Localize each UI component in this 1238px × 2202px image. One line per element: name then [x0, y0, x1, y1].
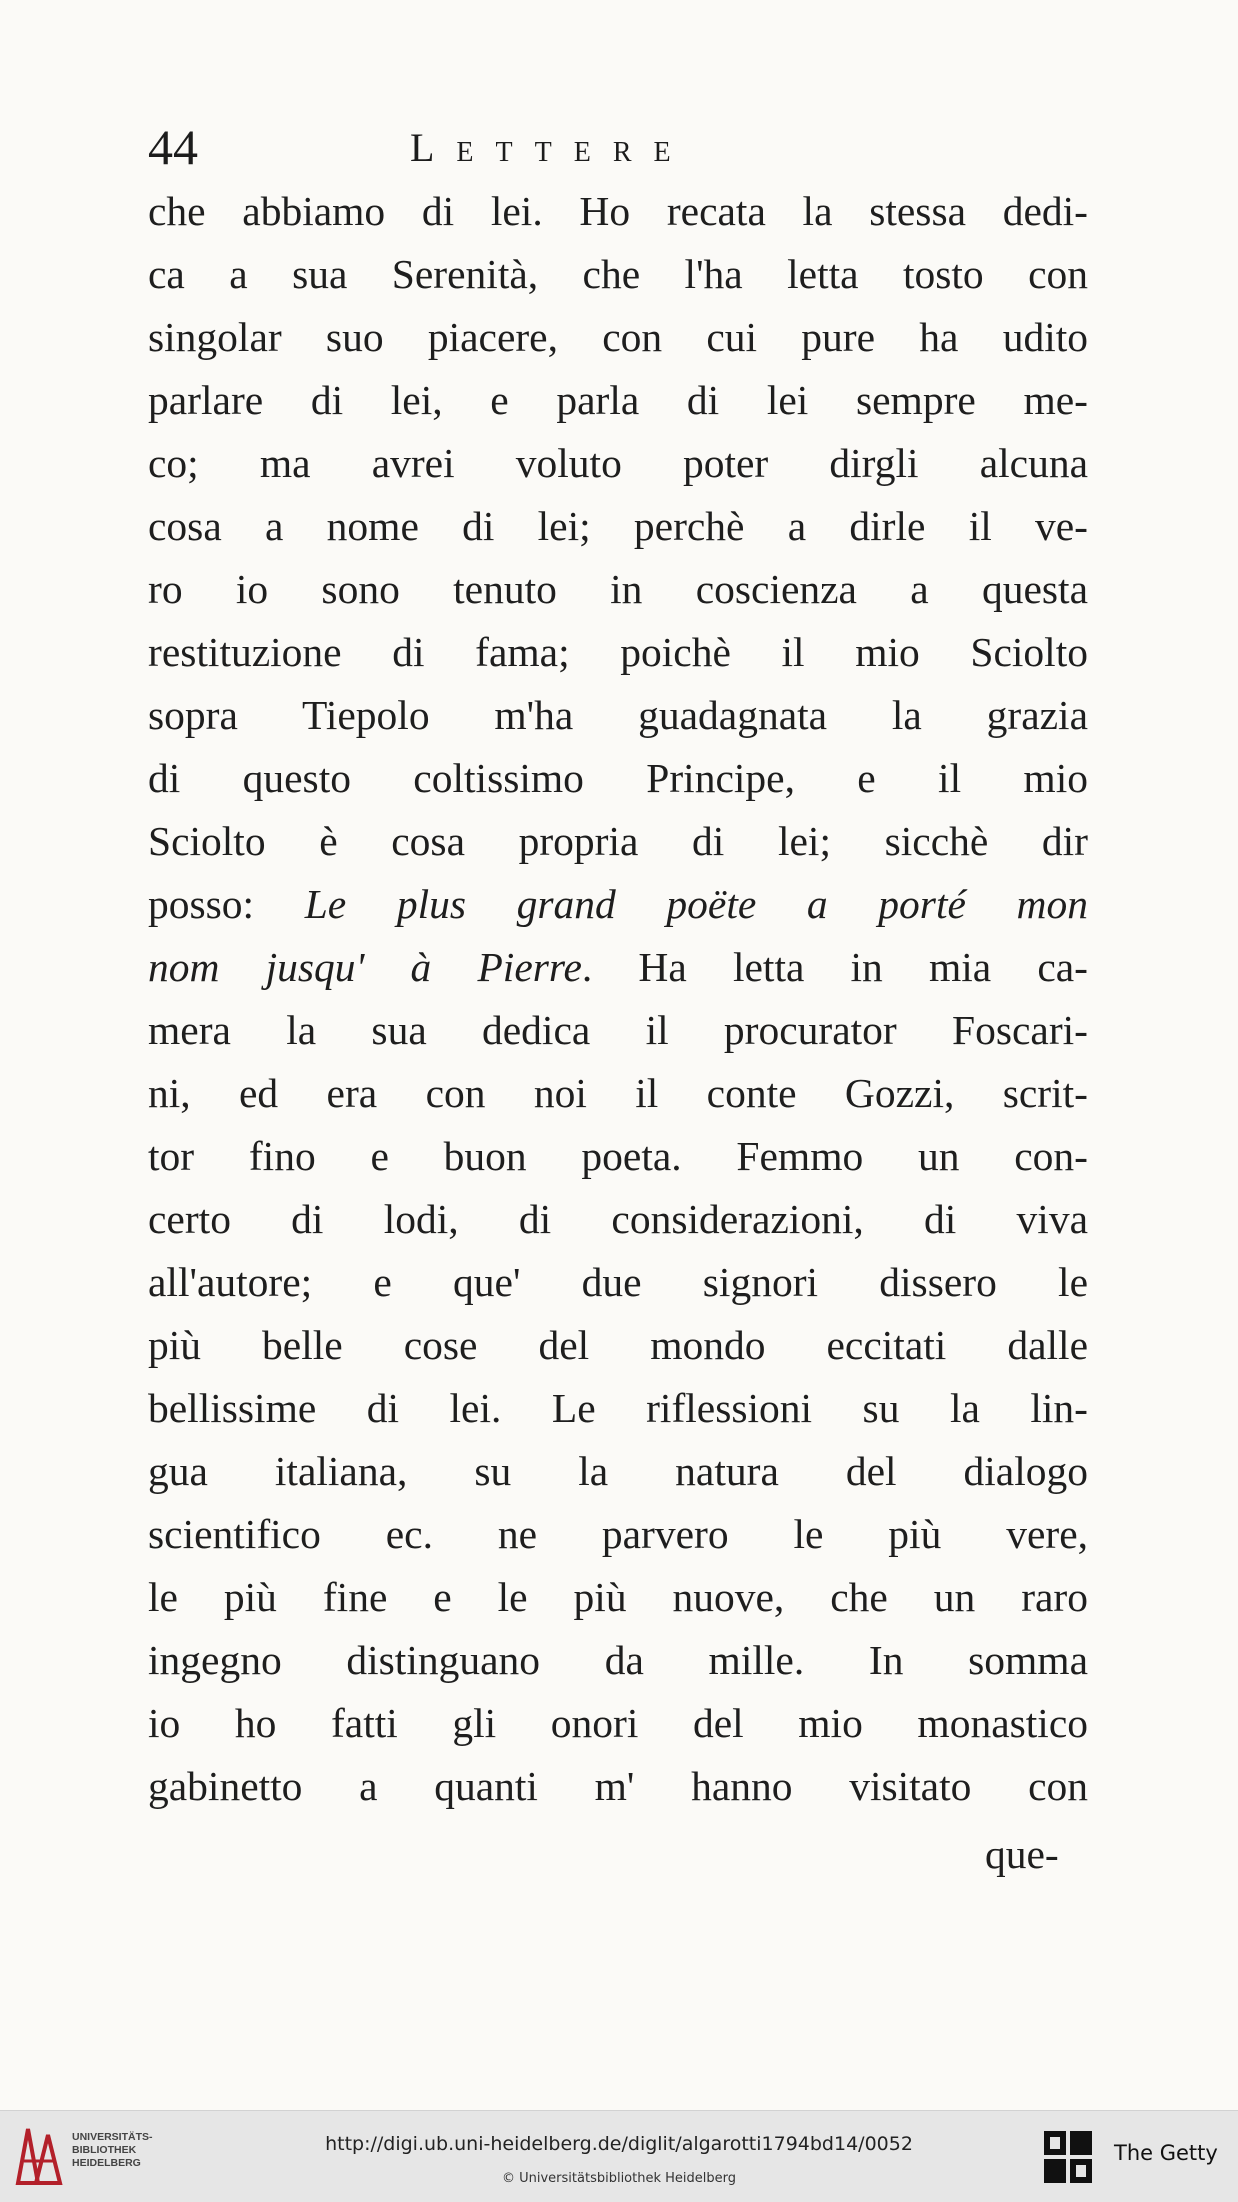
text-line: ingegno distinguano da mille. In somma: [148, 1637, 1088, 1683]
text-line: parlare di lei, e parla di lei sempre me-: [148, 377, 1088, 423]
text-line: gua italiana, su la natura del dialogo: [148, 1448, 1088, 1494]
text-line: Sciolto è cosa propria di lei; sicchè dir: [148, 818, 1088, 864]
italic-quote: nom jusqu' à Pierre: [148, 944, 582, 990]
text-line-mixed: [148, 873, 1088, 936]
text-line: scientifico ec. ne parvero le più vere,: [148, 1511, 1088, 1557]
text-segment: posso:: [148, 881, 255, 927]
library-name-line: HEIDELBERG: [72, 2157, 141, 2169]
body-text: [148, 180, 1088, 1818]
copyright-notice: © Universitätsbibliothek Heidelberg: [501, 2171, 736, 2186]
text-line: ni, ed era con noi il conte Gozzi, scrit-: [148, 1070, 1088, 1116]
getty-logo-icon: [1042, 2129, 1094, 2185]
text-line: tor fino e buon poeta. Femmo un con-: [148, 1133, 1088, 1179]
library-name-line: UNIVERSITÄTS-: [72, 2131, 153, 2143]
text-line: all'autore; e que' due signori dissero le: [148, 1259, 1088, 1305]
text-line: gabinetto a quanti m' hanno visitato con: [148, 1763, 1088, 1809]
text-line: sopra Tiepolo m'ha guadagnata la grazia: [148, 692, 1088, 738]
text-line: ca a sua Serenità, che l'ha letta tosto con: [148, 251, 1088, 297]
page-header: [148, 118, 1088, 178]
viewer-footer: [0, 2110, 1238, 2202]
text-line: cosa a nome di lei; perchè a dirle il ve-: [148, 503, 1088, 549]
text-line: singolar suo piacere, con cui pure ha udito: [148, 314, 1088, 360]
permalink-url[interactable]: http://digi.ub.uni-heidelberg.de/diglit/algarotti1794bd14/0052: [325, 2133, 913, 2155]
text-line: più belle cose del mondo eccitati dalle: [148, 1322, 1088, 1368]
text-line: restituzione di fama; poichè il mio Sciolto: [148, 629, 1088, 675]
running-title: Lettere: [410, 125, 693, 170]
text-line: certo di lodi, di considerazioni, di viva: [148, 1196, 1088, 1242]
partner-name: The Getty: [1114, 2141, 1218, 2165]
text-line: di questo coltissimo Principe, e il mio: [148, 755, 1088, 801]
italic-quote: Le plus grand poëte a porté mon: [304, 881, 1088, 927]
catchword: que-: [985, 1831, 1059, 1877]
text-line: le più fine e le più nuove, che un raro: [148, 1574, 1088, 1620]
page-number: 44: [148, 119, 198, 175]
text-line-mixed: [148, 936, 1088, 999]
library-name-line: BIBLIOTHEK: [72, 2144, 137, 2156]
text-line: che abbiamo di lei. Ho recata la stessa dedi-: [148, 188, 1088, 234]
text-line: mera la sua dedica il procurator Foscari-: [148, 1007, 1088, 1053]
text-line: co; ma avrei voluto poter dirgli alcuna: [148, 440, 1088, 486]
text-line: ro io sono tenuto in coscienza a questa: [148, 566, 1088, 612]
text-line: bellissime di lei. Le riflessioni su la lin-: [148, 1385, 1088, 1431]
text-segment: . Ha letta in mia ca-: [581, 944, 1088, 990]
text-line: io ho fatti gli onori del mio monastico: [148, 1700, 1088, 1746]
